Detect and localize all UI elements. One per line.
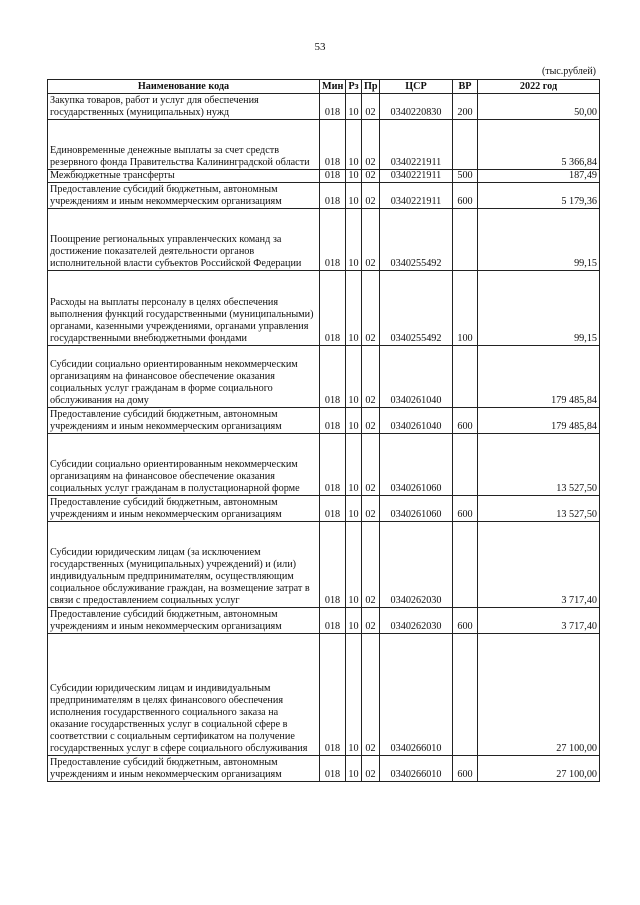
table-row [48,522,600,608]
cell-pr: 02 [362,634,380,756]
cell-min: 018 [320,496,346,522]
units-label: (тыс.рублей) [541,66,596,77]
table-row [48,634,600,756]
header-year: 2022 год [478,80,600,94]
cell-name: Субсидии социально ориентированным некоммерческим организациям на финансовое обеспечение оказания социальных услуг гражданам в форме социального обслуживания на дому [48,346,320,408]
cell-sum: 13 527,50 [478,434,600,496]
cell-csr: 0340266010 [380,634,453,756]
header-name: Наименование кода [48,80,320,94]
cell-rz: 10 [346,496,362,522]
cell-rz: 10 [346,170,362,183]
cell-csr: 0340261040 [380,346,453,408]
table-header-row [48,80,600,94]
cell-pr: 02 [362,271,380,346]
cell-sum: 5 179,36 [478,183,600,209]
cell-csr: 0340255492 [380,209,453,271]
cell-rz: 10 [346,434,362,496]
cell-vr: 200 [453,94,478,120]
cell-csr: 0340262030 [380,608,453,634]
table-row [48,434,600,496]
cell-name: Межбюджетные трансферты [48,170,320,183]
cell-pr: 02 [362,209,380,271]
table-row [48,120,600,170]
cell-rz: 10 [346,756,362,782]
cell-vr: 500 [453,170,478,183]
budget-table [47,79,600,782]
cell-min: 018 [320,94,346,120]
cell-min: 018 [320,170,346,183]
cell-vr: 600 [453,496,478,522]
cell-pr: 02 [362,94,380,120]
cell-csr: 0340220830 [380,94,453,120]
cell-name: Предоставление субсидий бюджетным, автономным учреждениям и иным некоммерческим организациям [48,183,320,209]
cell-min: 018 [320,608,346,634]
cell-rz: 10 [346,94,362,120]
table-row [48,183,600,209]
header-pr: Пр [362,80,380,94]
cell-min: 018 [320,183,346,209]
cell-vr [453,209,478,271]
cell-sum: 3 717,40 [478,522,600,608]
cell-pr: 02 [362,120,380,170]
cell-sum: 99,15 [478,271,600,346]
header-vr: ВР [453,80,478,94]
cell-vr [453,634,478,756]
cell-min: 018 [320,209,346,271]
cell-vr: 600 [453,608,478,634]
cell-name: Субсидии социально ориентированным некоммерческим организациям на финансовое обеспечение оказания социальных услуг гражданам в полустационарной форме [48,434,320,496]
cell-pr: 02 [362,408,380,434]
cell-csr: 0340261060 [380,434,453,496]
table-row [48,346,600,408]
cell-name: Субсидии юридическим лицам (за исключением государственных (муниципальных) учреждений) и (или) индивидуальным предпринимателям, осуществляющим социальное обслуживание граждан, на возмещение затрат в связи с предоставлением социальных услуг [48,522,320,608]
cell-rz: 10 [346,271,362,346]
table-row [48,170,600,183]
cell-name: Предоставление субсидий бюджетным, автономным учреждениям и иным некоммерческим организациям [48,496,320,522]
cell-pr: 02 [362,522,380,608]
cell-min: 018 [320,408,346,434]
cell-name: Единовременные денежные выплаты за счет средств резервного фонда Правительства Калининградской области [48,120,320,170]
header-min: Мин [320,80,346,94]
cell-sum: 13 527,50 [478,496,600,522]
cell-vr: 600 [453,756,478,782]
cell-min: 018 [320,120,346,170]
cell-sum: 50,00 [478,94,600,120]
cell-sum: 27 100,00 [478,756,600,782]
cell-rz: 10 [346,408,362,434]
cell-rz: 10 [346,522,362,608]
cell-min: 018 [320,756,346,782]
cell-pr: 02 [362,756,380,782]
cell-min: 018 [320,522,346,608]
cell-vr [453,120,478,170]
cell-name: Предоставление субсидий бюджетным, автономным учреждениям и иным некоммерческим организациям [48,608,320,634]
table-row [48,408,600,434]
cell-min: 018 [320,434,346,496]
cell-vr [453,522,478,608]
cell-name: Закупка товаров, работ и услуг для обеспечения государственных (муниципальных) нужд [48,94,320,120]
cell-sum: 3 717,40 [478,608,600,634]
cell-csr: 0340261060 [380,496,453,522]
cell-rz: 10 [346,120,362,170]
cell-csr: 0340221911 [380,170,453,183]
cell-sum: 5 366,84 [478,120,600,170]
cell-rz: 10 [346,346,362,408]
cell-vr [453,434,478,496]
cell-pr: 02 [362,608,380,634]
cell-vr: 100 [453,271,478,346]
cell-sum: 179 485,84 [478,346,600,408]
table-row [48,608,600,634]
cell-vr [453,346,478,408]
cell-name: Предоставление субсидий бюджетным, автономным учреждениям и иным некоммерческим организациям [48,756,320,782]
cell-sum: 27 100,00 [478,634,600,756]
table-row [48,94,600,120]
cell-pr: 02 [362,496,380,522]
cell-name: Расходы на выплаты персоналу в целях обеспечения выполнения функций государственными (муниципальными) органами, казенными учреждениями, органами управления государственными внебюджетными фондами [48,271,320,346]
cell-rz: 10 [346,634,362,756]
cell-rz: 10 [346,608,362,634]
cell-sum: 99,15 [478,209,600,271]
cell-pr: 02 [362,346,380,408]
cell-sum: 187,49 [478,170,600,183]
cell-csr: 0340221911 [380,120,453,170]
cell-vr: 600 [453,183,478,209]
cell-pr: 02 [362,170,380,183]
table-row [48,756,600,782]
cell-min: 018 [320,346,346,408]
cell-sum: 179 485,84 [478,408,600,434]
cell-rz: 10 [346,209,362,271]
cell-csr: 0340221911 [380,183,453,209]
cell-csr: 0340261040 [380,408,453,434]
table-row [48,271,600,346]
cell-pr: 02 [362,183,380,209]
table-row [48,496,600,522]
cell-min: 018 [320,271,346,346]
cell-csr: 0340266010 [380,756,453,782]
cell-name: Предоставление субсидий бюджетным, автономным учреждениям и иным некоммерческим организациям [48,408,320,434]
cell-name: Поощрение региональных управленческих команд за достижение показателей деятельности органов исполнительной власти субъектов Российской Федерации [48,209,320,271]
header-csr: ЦСР [380,80,453,94]
cell-vr: 600 [453,408,478,434]
cell-name: Субсидии юридическим лицам и индивидуальным предпринимателям в целях финансового обеспечения исполнения государственного социального заказа на оказание государственных услуг в социальной сфере в соответствии с социальным сертификатом на получение государственных услуг в сфере социального обслуживания [48,634,320,756]
cell-rz: 10 [346,183,362,209]
cell-pr: 02 [362,434,380,496]
header-rz: Рз [346,80,362,94]
page-number: 53 [314,41,326,53]
cell-min: 018 [320,634,346,756]
table-row [48,209,600,271]
cell-csr: 0340255492 [380,271,453,346]
cell-csr: 0340262030 [380,522,453,608]
